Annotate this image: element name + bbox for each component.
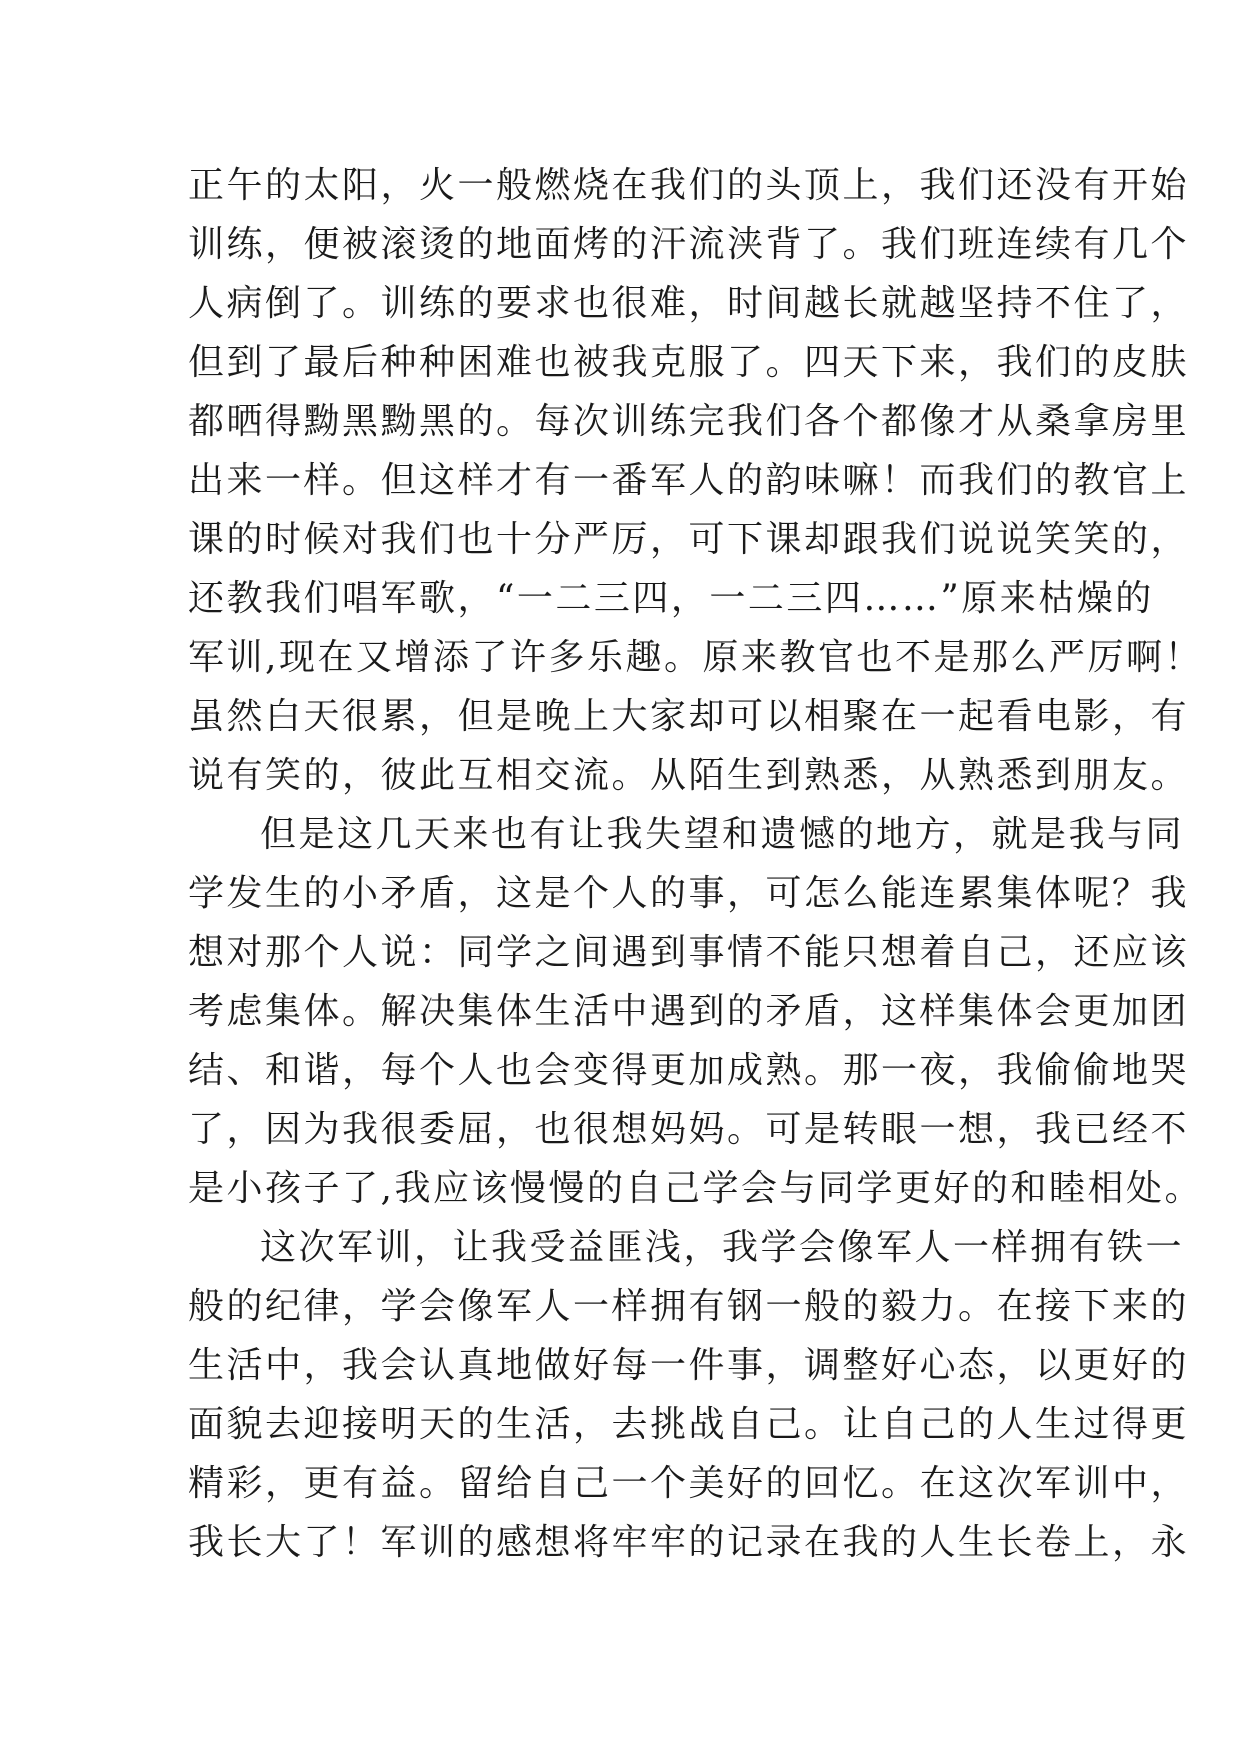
text-line: 生活中，我会认真地做好每一件事，调整好心态，以更好的 <box>188 1345 1190 1386</box>
text-line: 都晒得黝黑黝黑的。每次训练完我们各个都像才从桑拿房里 <box>188 401 1190 442</box>
text-line: 了，因为我很委屈，也很想妈妈。可是转眼一想，我已经不 <box>188 1109 1190 1150</box>
text-line: 出来一样。但这样才有一番军人的韵味嘛！而我们的教官上 <box>188 460 1190 501</box>
text-line: 虽然白天很累，但是晚上大家却可以相聚在一起看电影，有 <box>188 696 1190 737</box>
text-line: 人病倒了。训练的要求也很难，时间越长就越坚持不住了， <box>188 283 1190 324</box>
text-line: 课的时候对我们也十分严厉，可下课却跟我们说说笑笑的， <box>188 519 1190 560</box>
text-line: 但到了最后种种困难也被我克服了。四天下来，我们的皮肤 <box>188 342 1190 383</box>
text-line: 般的纪律，学会像军人一样拥有钢一般的毅力。在接下来的 <box>188 1286 1190 1327</box>
text-line: 还教我们唱军歌，“一二三四，一二三四……”原来枯燥的 <box>188 578 1154 619</box>
text-line: 精彩，更有益。留给自己一个美好的回忆。在这次军训中， <box>188 1463 1190 1504</box>
text-line: 说有笑的，彼此互相交流。从陌生到熟悉，从熟悉到朋友。 <box>188 755 1190 796</box>
text-line: 军训,现在又增添了许多乐趣。原来教官也不是那么严厉啊！ <box>188 637 1203 678</box>
text-line: 训练，便被滚烫的地面烤的汗流浃背了。我们班连续有几个 <box>188 224 1190 265</box>
text-line: 想对那个人说：同学之间遇到事情不能只想着自己，还应该 <box>188 932 1190 973</box>
paragraph-start-line: 这次军训，让我受益匪浅，我学会像军人一样拥有铁一 <box>260 1227 1185 1268</box>
paragraph-start-line: 但是这几天来也有让我失望和遗憾的地方，就是我与同 <box>260 814 1185 855</box>
body-text <box>188 156 1203 1572</box>
text-line: 是小孩子了,我应该慢慢的自己学会与同学更好的和睦相处。 <box>188 1168 1203 1209</box>
text-line: 学发生的小矛盾，这是个人的事，可怎么能连累集体呢？我 <box>188 873 1190 914</box>
text-line: 正午的太阳，火一般燃烧在我们的头顶上，我们还没有开始 <box>188 165 1190 206</box>
text-line: 我长大了！军训的感想将牢牢的记录在我的人生长卷上，永 <box>188 1522 1190 1563</box>
text-line: 结、和谐，每个人也会变得更加成熟。那一夜，我偷偷地哭 <box>188 1050 1190 1091</box>
text-line: 面貌去迎接明天的生活，去挑战自己。让自己的人生过得更 <box>188 1404 1190 1445</box>
text-line: 考虑集体。解决集体生活中遇到的矛盾，这样集体会更加团 <box>188 991 1190 1032</box>
